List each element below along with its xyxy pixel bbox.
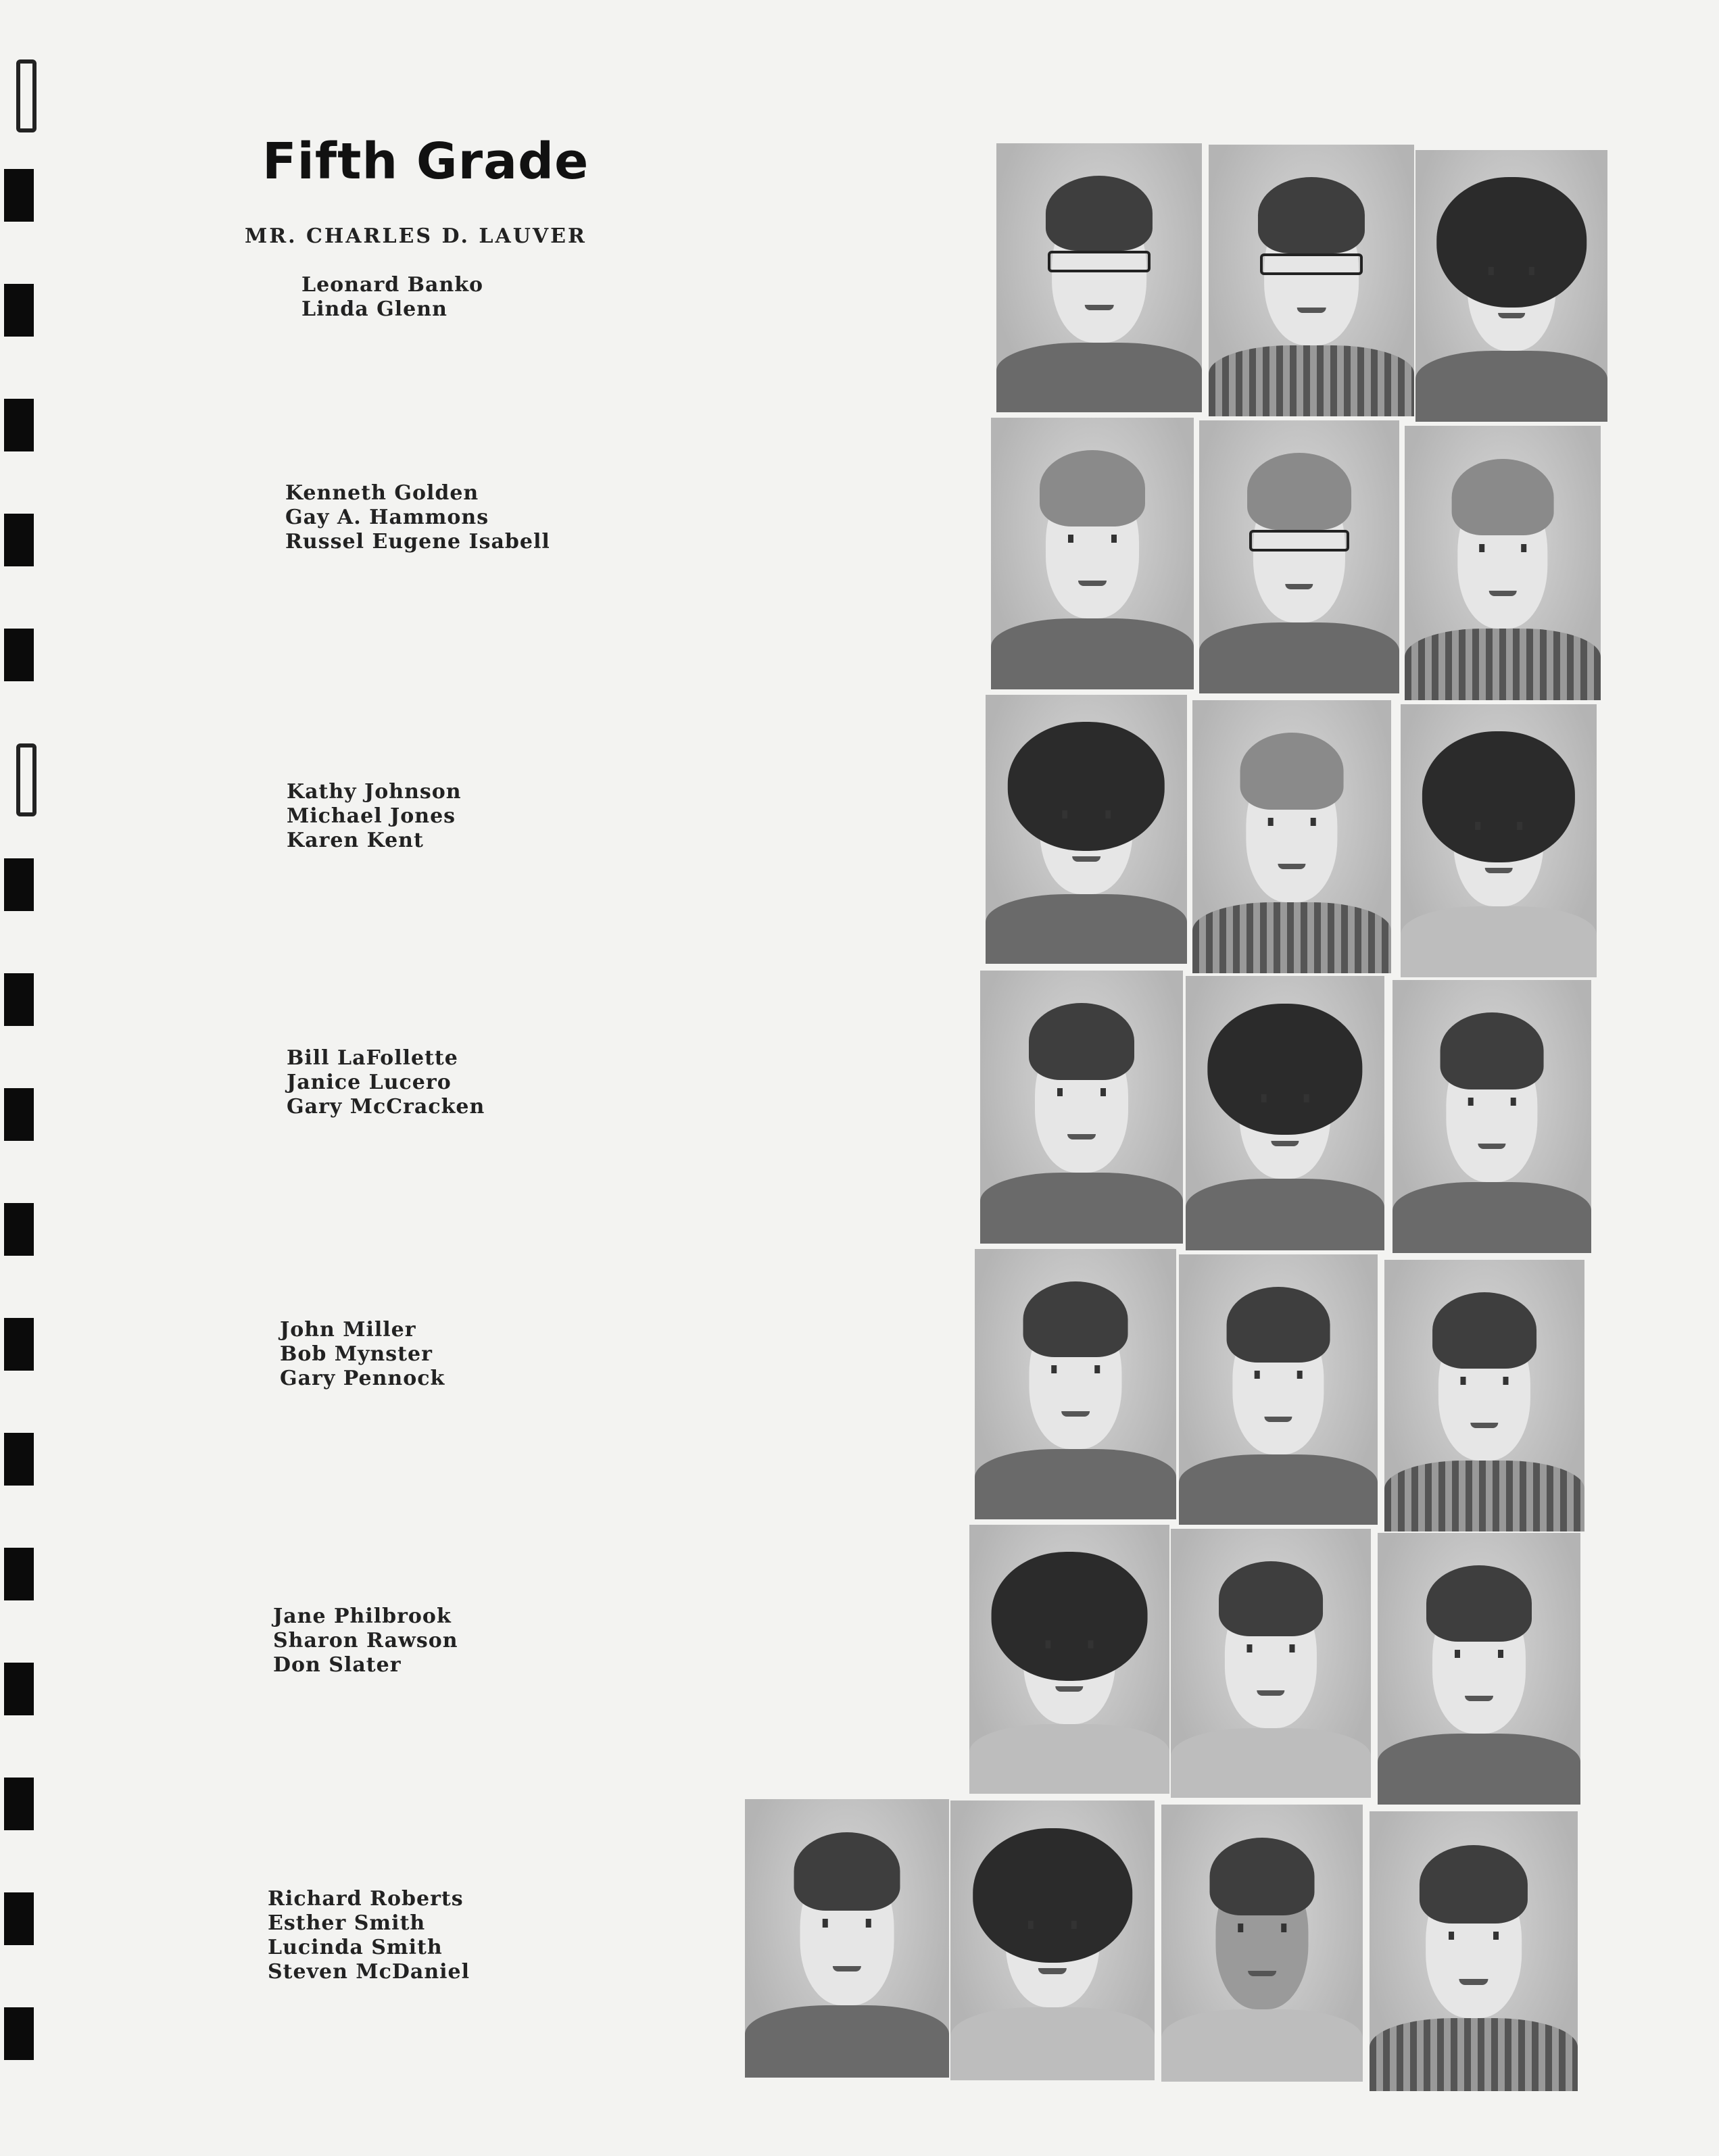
page-title: Fifth Grade <box>262 132 589 191</box>
binding-hole <box>4 514 34 566</box>
binding-hole <box>4 1778 34 1830</box>
student-name: Janice Lucero <box>287 1071 452 1094</box>
names-row-6 <box>273 1604 458 1677</box>
binding-hole <box>4 629 34 681</box>
binding-hole <box>4 1548 34 1600</box>
names-row-4 <box>287 1046 485 1119</box>
teacher-portrait <box>996 143 1202 412</box>
student-name: Steven McDaniel <box>268 1960 470 1984</box>
student-name: Karen Kent <box>287 829 424 852</box>
student-name: Don Slater <box>273 1653 402 1677</box>
student-portrait <box>950 1800 1155 2080</box>
binding-hole <box>4 1318 34 1371</box>
spiral-binding <box>0 0 41 2156</box>
student-portrait <box>986 695 1187 964</box>
student-portrait <box>745 1799 949 2078</box>
names-row-3 <box>287 780 462 853</box>
student-name: Bob Mynster <box>280 1342 433 1366</box>
names-row-2 <box>285 481 550 554</box>
binding-hole <box>4 2007 34 2060</box>
binding-hole <box>4 1433 34 1486</box>
binding-hole <box>4 1892 34 1945</box>
student-name: John Miller <box>280 1318 416 1342</box>
student-portrait <box>1415 150 1607 422</box>
student-portrait <box>991 418 1194 689</box>
student-portrait <box>975 1249 1176 1519</box>
student-name: Bill LaFollette <box>287 1046 458 1070</box>
student-portrait <box>1378 1533 1580 1805</box>
binding-hole <box>4 1203 34 1256</box>
student-name: Jane Philbrook <box>273 1604 452 1628</box>
student-name: Gary McCracken <box>287 1095 485 1119</box>
student-name: Esther Smith <box>268 1911 426 1935</box>
binding-hole <box>4 973 34 1026</box>
student-portrait <box>969 1525 1169 1794</box>
binding-hole <box>4 169 34 222</box>
student-portrait <box>1401 704 1597 977</box>
names-row-7 <box>268 1887 470 1984</box>
teacher-name: MR. CHARLES D. LAUVER <box>245 224 587 248</box>
binding-hole <box>4 284 34 337</box>
student-portrait <box>980 971 1183 1244</box>
names-row-1 <box>301 273 483 322</box>
student-name: Kenneth Golden <box>285 481 479 505</box>
student-name: Gay A. Hammons <box>285 506 489 529</box>
binding-hole <box>4 1663 34 1715</box>
student-portrait <box>1370 1811 1578 2091</box>
binding-hole <box>4 1088 34 1141</box>
student-name: Lucinda Smith <box>268 1936 443 1959</box>
student-name: Richard Roberts <box>268 1887 464 1911</box>
student-portrait <box>1161 1805 1363 2082</box>
student-portrait <box>1179 1254 1378 1525</box>
binding-hole <box>4 858 34 911</box>
student-portrait <box>1186 976 1384 1250</box>
student-portrait <box>1384 1260 1584 1532</box>
student-portrait <box>1199 420 1399 693</box>
binding-ring <box>16 743 37 816</box>
student-portrait <box>1171 1529 1371 1798</box>
student-portrait <box>1393 980 1591 1253</box>
student-name: Russel Eugene Isabell <box>285 530 550 554</box>
names-row-5 <box>280 1318 445 1391</box>
student-name: Michael Jones <box>287 804 456 828</box>
student-name: Leonard Banko <box>301 273 484 297</box>
binding-ring <box>16 59 37 132</box>
student-portrait <box>1405 426 1601 700</box>
binding-hole <box>4 399 34 451</box>
student-name: Gary Pennock <box>280 1367 445 1390</box>
student-name: Sharon Rawson <box>273 1629 458 1652</box>
student-portrait <box>1192 700 1391 973</box>
student-portrait <box>1209 145 1414 416</box>
student-name: Kathy Johnson <box>287 780 462 804</box>
student-name: Linda Glenn <box>301 297 447 321</box>
